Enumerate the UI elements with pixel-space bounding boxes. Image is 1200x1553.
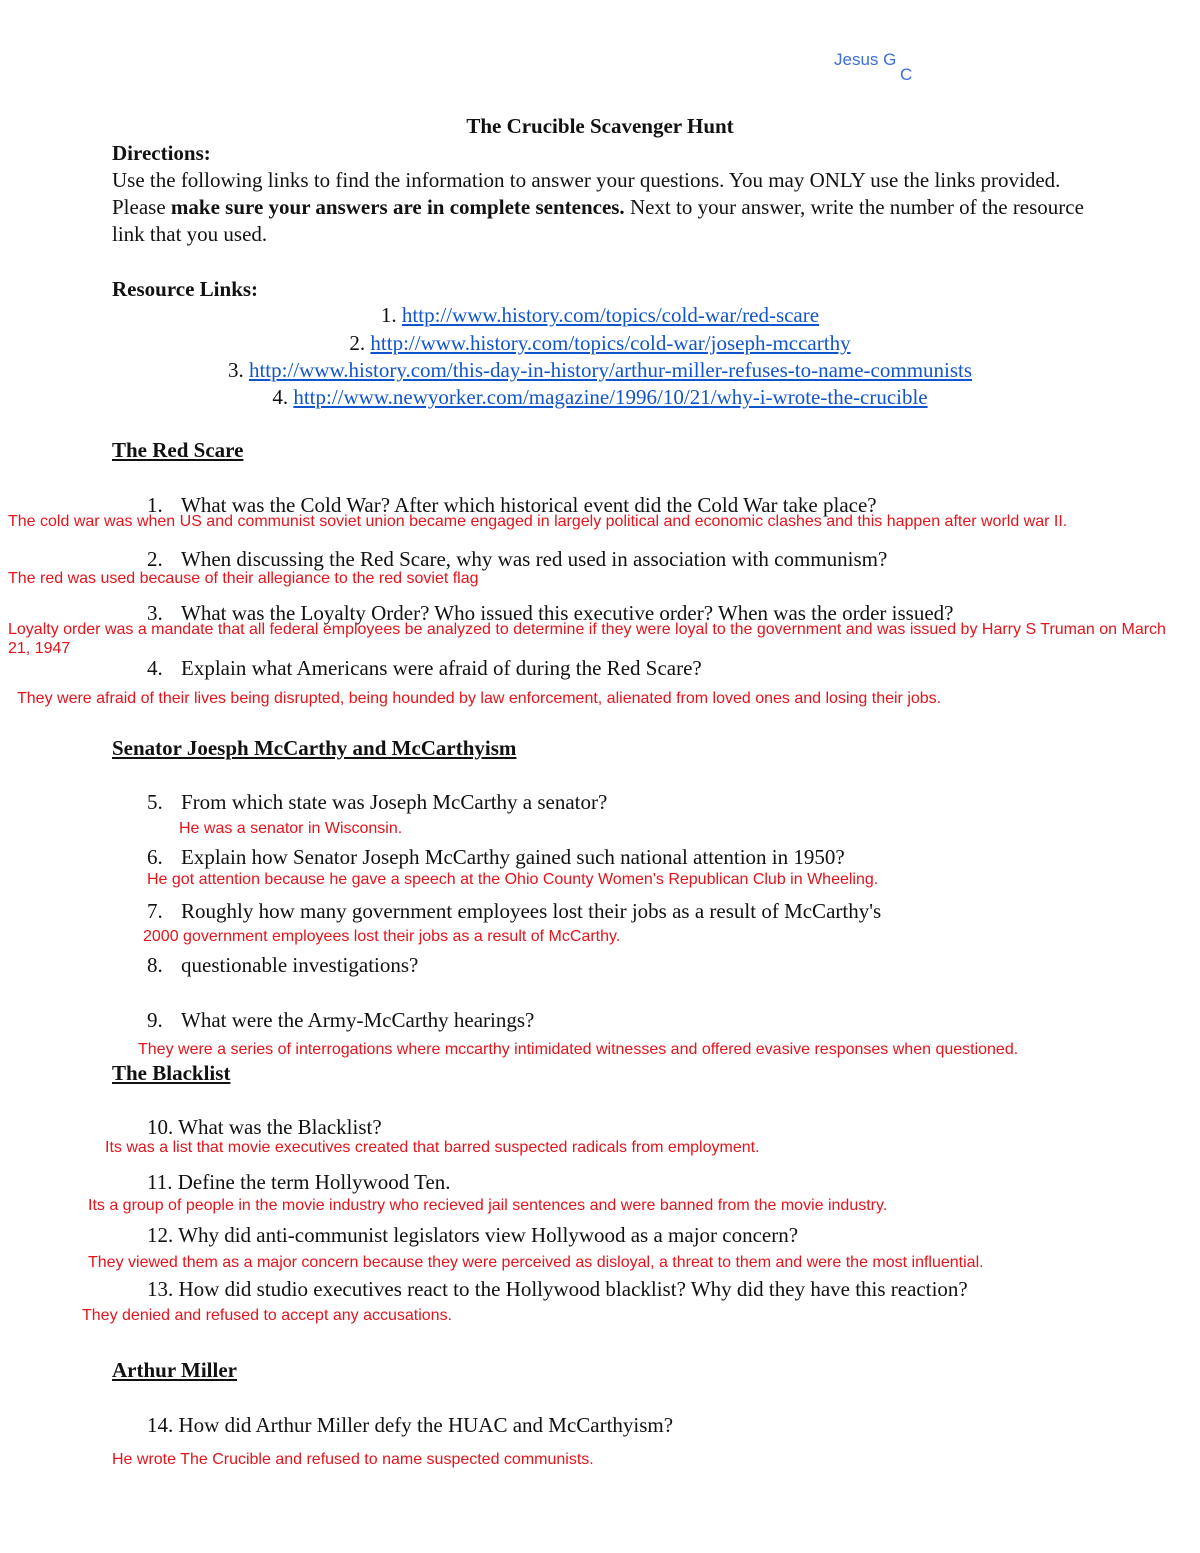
question-12	[147, 1223, 798, 1248]
answer-9: They were a series of interrogations where mccarthy intimidated witnesses and offered evasive responses when questioned.	[138, 1041, 1019, 1058]
directions-text	[112, 167, 1097, 248]
resource-link-2	[0, 331, 1200, 356]
resource-link-4	[0, 385, 1200, 410]
question-text: What were the Army-McCarthy hearings?	[181, 1008, 535, 1032]
question-14	[147, 1413, 673, 1438]
resource-links-heading: Resource Links:	[112, 277, 259, 301]
question-text: Explain what Americans were afraid of during the Red Scare?	[181, 656, 702, 680]
question-number: 14.	[147, 1413, 174, 1437]
question-9	[147, 1008, 534, 1033]
answer-14: He wrote The Crucible and refused to name suspected communists.	[112, 1451, 594, 1468]
question-number: 3.	[147, 601, 163, 625]
question-number: 6.	[147, 845, 163, 869]
directions-bold-text: make sure your answers are in complete sentences.	[170, 195, 625, 219]
author-name-line2: C	[900, 65, 913, 84]
section-heading-mccarthy: Senator Joesph McCarthy and McCarthyism	[112, 736, 517, 760]
resource-link-number: 4.	[272, 385, 289, 409]
question-number: 11.	[147, 1170, 173, 1194]
question-text: questionable investigations?	[181, 953, 419, 977]
question-number: 13.	[147, 1277, 174, 1301]
resource-link-3	[0, 358, 1200, 383]
author-name-line1: Jesus G	[834, 50, 897, 69]
question-text: What was the Blacklist?	[178, 1115, 382, 1139]
question-10	[147, 1115, 382, 1140]
section-heading-blacklist: The Blacklist	[112, 1061, 231, 1085]
question-5	[147, 790, 607, 815]
question-text: How did studio executives react to the Hollywood blacklist? Why did they have this reaction?	[178, 1277, 968, 1301]
question-number: 9.	[147, 1008, 163, 1032]
question-text: When discussing the Red Scare, why was red used in association with communism?	[181, 547, 888, 571]
directions-text-part1: Use the following links to find the information to answer your questions. You may ONLY use the links provided. Please	[112, 168, 1061, 219]
question-8	[147, 953, 418, 978]
answer-7: 2000 government employees lost their jobs as a result of McCarthy.	[143, 928, 621, 945]
resource-link-url[interactable]: http://www.history.com/topics/cold-war/red-scare	[401, 303, 820, 327]
question-2	[147, 547, 887, 572]
answer-1: The cold war was when US and communist soviet union became engaged in largely political and economic clashes and this happen after world war II.	[8, 513, 1068, 530]
answer-5: He was a senator in Wisconsin.	[179, 820, 403, 837]
document-title: The Crucible Scavenger Hunt	[466, 114, 734, 138]
question-13	[147, 1277, 968, 1302]
answer-12: They viewed them as a major concern because they were perceived as disloyal, a threat to them and were the most influential.	[88, 1254, 984, 1271]
directions-heading: Directions:	[112, 141, 211, 165]
resource-link-number: 1.	[380, 303, 397, 327]
answer-11: Its a group of people in the movie industry who recieved jail sentences and were banned from the movie industry.	[88, 1197, 888, 1214]
question-text: Define the term Hollywood Ten.	[177, 1170, 451, 1194]
question-number: 8.	[147, 953, 163, 977]
resource-link-1	[0, 303, 1200, 328]
question-number: 2.	[147, 547, 163, 571]
question-text: Why did anti-communist legislators view Hollywood as a major concern?	[178, 1223, 799, 1247]
question-number: 5.	[147, 790, 163, 814]
question-text: Roughly how many government employees lost their jobs as a result of McCarthy's	[181, 899, 882, 923]
answer-3: Loyalty order was a mandate that all federal employees be analyzed to determine if they were loyal to the government and was issued by Harry S Truman on March 21, 1947	[8, 621, 1166, 657]
resource-link-url[interactable]: http://www.history.com/this-day-in-history/arthur-miller-refuses-to-name-communists	[248, 358, 973, 382]
question-4	[147, 656, 702, 681]
question-text: How did Arthur Miller defy the HUAC and McCarthyism?	[178, 1413, 674, 1437]
question-number: 7.	[147, 899, 163, 923]
question-7	[147, 899, 881, 924]
author-name	[834, 52, 912, 82]
question-text: From which state was Joseph McCarthy a senator?	[181, 790, 608, 814]
resource-link-number: 3.	[227, 358, 244, 382]
question-number: 12.	[147, 1223, 174, 1247]
section-heading-red-scare: The Red Scare	[112, 438, 244, 462]
resource-link-url[interactable]: http://www.newyorker.com/magazine/1996/10/21/why-i-wrote-the-crucible	[293, 385, 928, 409]
question-number: 10.	[147, 1115, 174, 1139]
question-number: 1.	[147, 493, 163, 517]
directions-text-part2: Next to your answer, write the number of the resource link that you used.	[112, 195, 1084, 246]
answer-10: Its was a list that movie executives created that barred suspected radicals from employment.	[105, 1139, 760, 1156]
question-6	[147, 845, 845, 870]
question-text: Explain how Senator Joseph McCarthy gained such national attention in 1950?	[181, 845, 845, 869]
answer-13: They denied and refused to accept any accusations.	[82, 1307, 453, 1324]
resource-link-number: 2.	[349, 331, 366, 355]
answer-4: They were afraid of their lives being disrupted, being hounded by law enforcement, alienated from loved ones and losing their jobs.	[17, 690, 942, 707]
question-number: 4.	[147, 656, 163, 680]
section-heading-arthur-miller: Arthur Miller	[112, 1358, 237, 1382]
question-text: What was the Loyalty Order? Who issued this executive order? When was the order issued?	[181, 601, 954, 625]
question-11	[147, 1170, 451, 1195]
answer-2: The red was used because of their allegiance to the red soviet flag	[8, 570, 479, 587]
answer-6: He got attention because he gave a speech at the Ohio County Women's Republican Club in Wheeling.	[147, 871, 879, 888]
question-text: What was the Cold War? After which historical event did the Cold War take place?	[181, 493, 877, 517]
resource-link-url[interactable]: http://www.history.com/topics/cold-war/joseph-mccarthy	[370, 331, 851, 355]
